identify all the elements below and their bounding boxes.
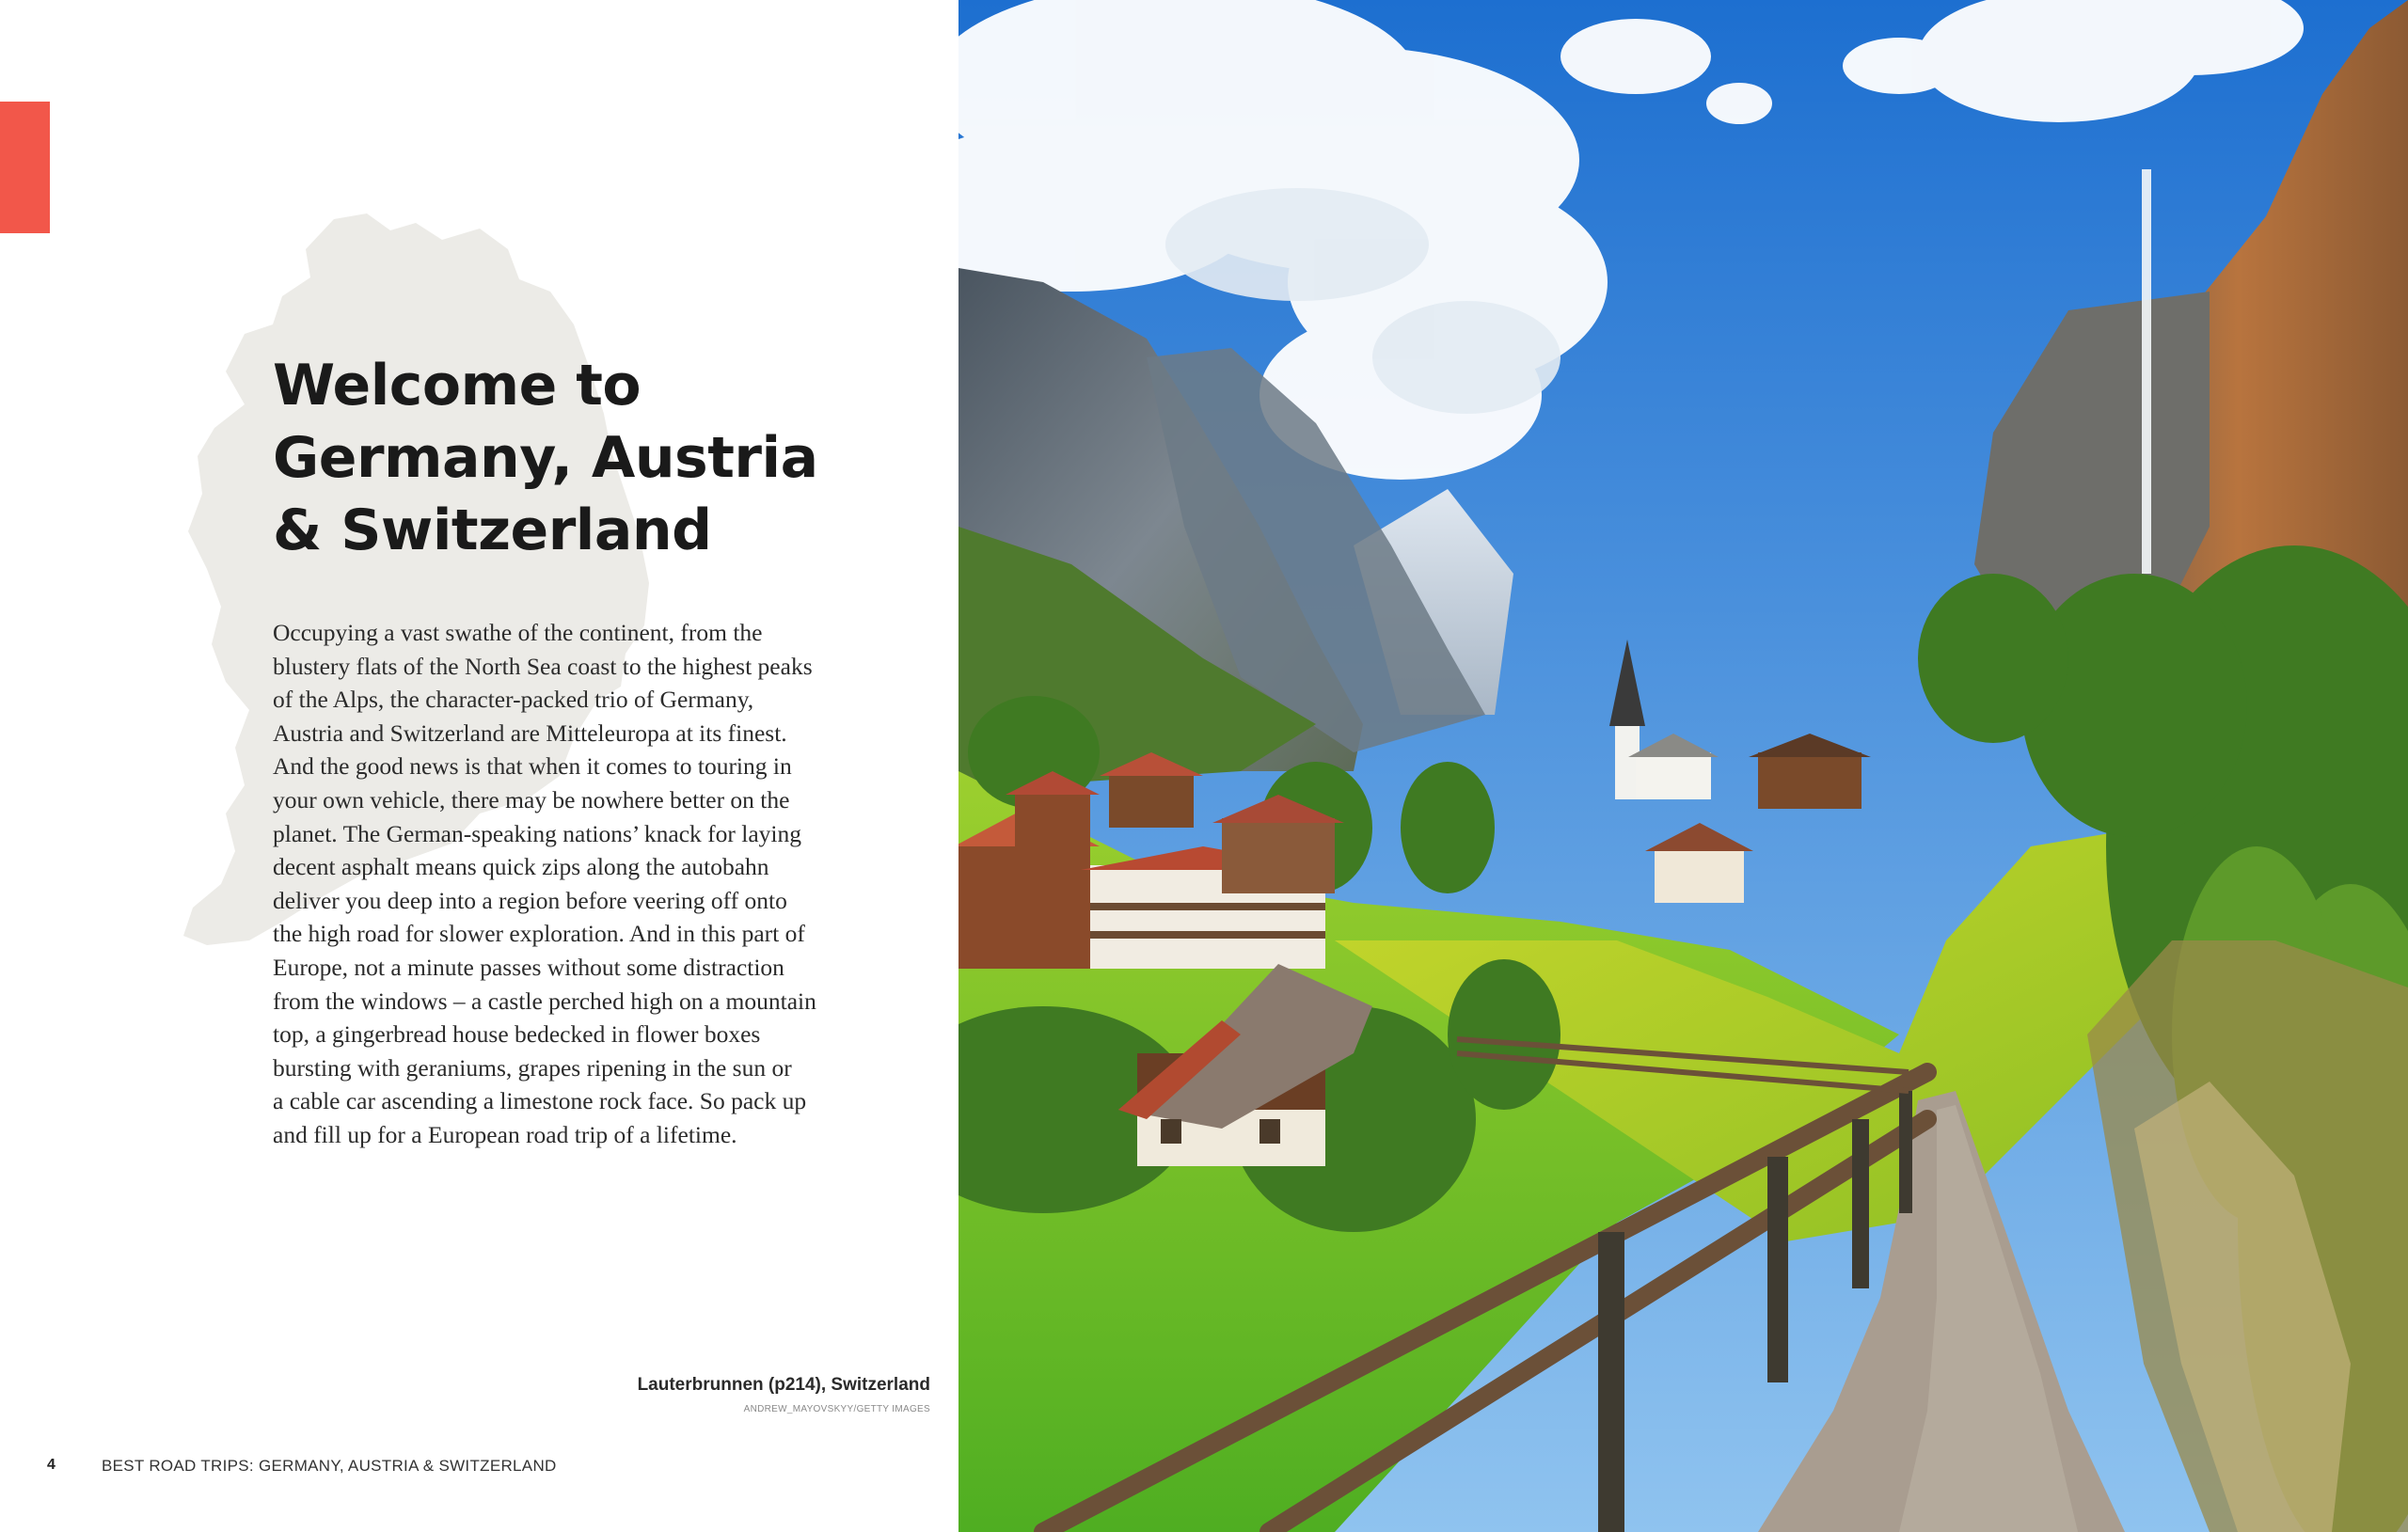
page-title-line: & Switzerland — [273, 498, 712, 563]
intro-paragraph — [273, 616, 875, 1152]
intro-line: a cable car ascending a limestone rock face. So pack up — [273, 1087, 807, 1115]
intro-line: of the Alps, the character-packed trio of Germany, — [273, 686, 754, 714]
intro-line: decent asphalt means quick zips along the autobahn — [273, 853, 769, 881]
intro-line: from the windows – a castle perched high on a mountain — [273, 987, 816, 1015]
page-title-line: Germany, Austria — [273, 425, 818, 491]
intro-line: Europe, not a minute passes without some distraction — [273, 953, 784, 981]
accent-tab — [0, 102, 50, 233]
intro-line: and fill up for a European road trip of a lifetime. — [273, 1120, 737, 1148]
intro-line: deliver you deep into a region before veering off onto — [273, 886, 787, 914]
intro-line: And the good news is that when it comes to touring in — [273, 752, 792, 781]
intro-line: your own vehicle, there may be nowhere better on the — [273, 785, 790, 813]
running-head: BEST ROAD TRIPS: GERMANY, AUSTRIA & SWITZERLAND — [102, 1457, 557, 1475]
left-page — [0, 0, 958, 1532]
intro-line: blustery flats of the North Sea coast to the highest peaks — [273, 652, 813, 680]
intro-line: planet. The German-speaking nations’ knack for laying — [273, 819, 801, 847]
intro-line: Austria and Switzerland are Mitteleuropa at its finest. — [273, 719, 787, 747]
page-title-line: Welcome to — [273, 353, 642, 419]
intro-line: the high road for slower exploration. And in this part of — [273, 920, 805, 948]
intro-line: top, a gingerbread house bedecked in flower boxes — [273, 1020, 761, 1049]
photo-caption: Lauterbrunnen (p214), Switzerland — [637, 1375, 930, 1395]
landscape-illustration — [958, 0, 2408, 1532]
page-number: 4 — [47, 1457, 55, 1473]
page-title — [273, 350, 818, 567]
intro-line: bursting with geraniums, grapes ripening in the sun or — [273, 1053, 792, 1082]
photo-credit: ANDREW_MAYOVSKYY/GETTY IMAGES — [743, 1404, 930, 1414]
intro-line: Occupying a vast swathe of the continent, from the — [273, 619, 763, 646]
lauterbrunnen-photo — [958, 0, 2408, 1532]
